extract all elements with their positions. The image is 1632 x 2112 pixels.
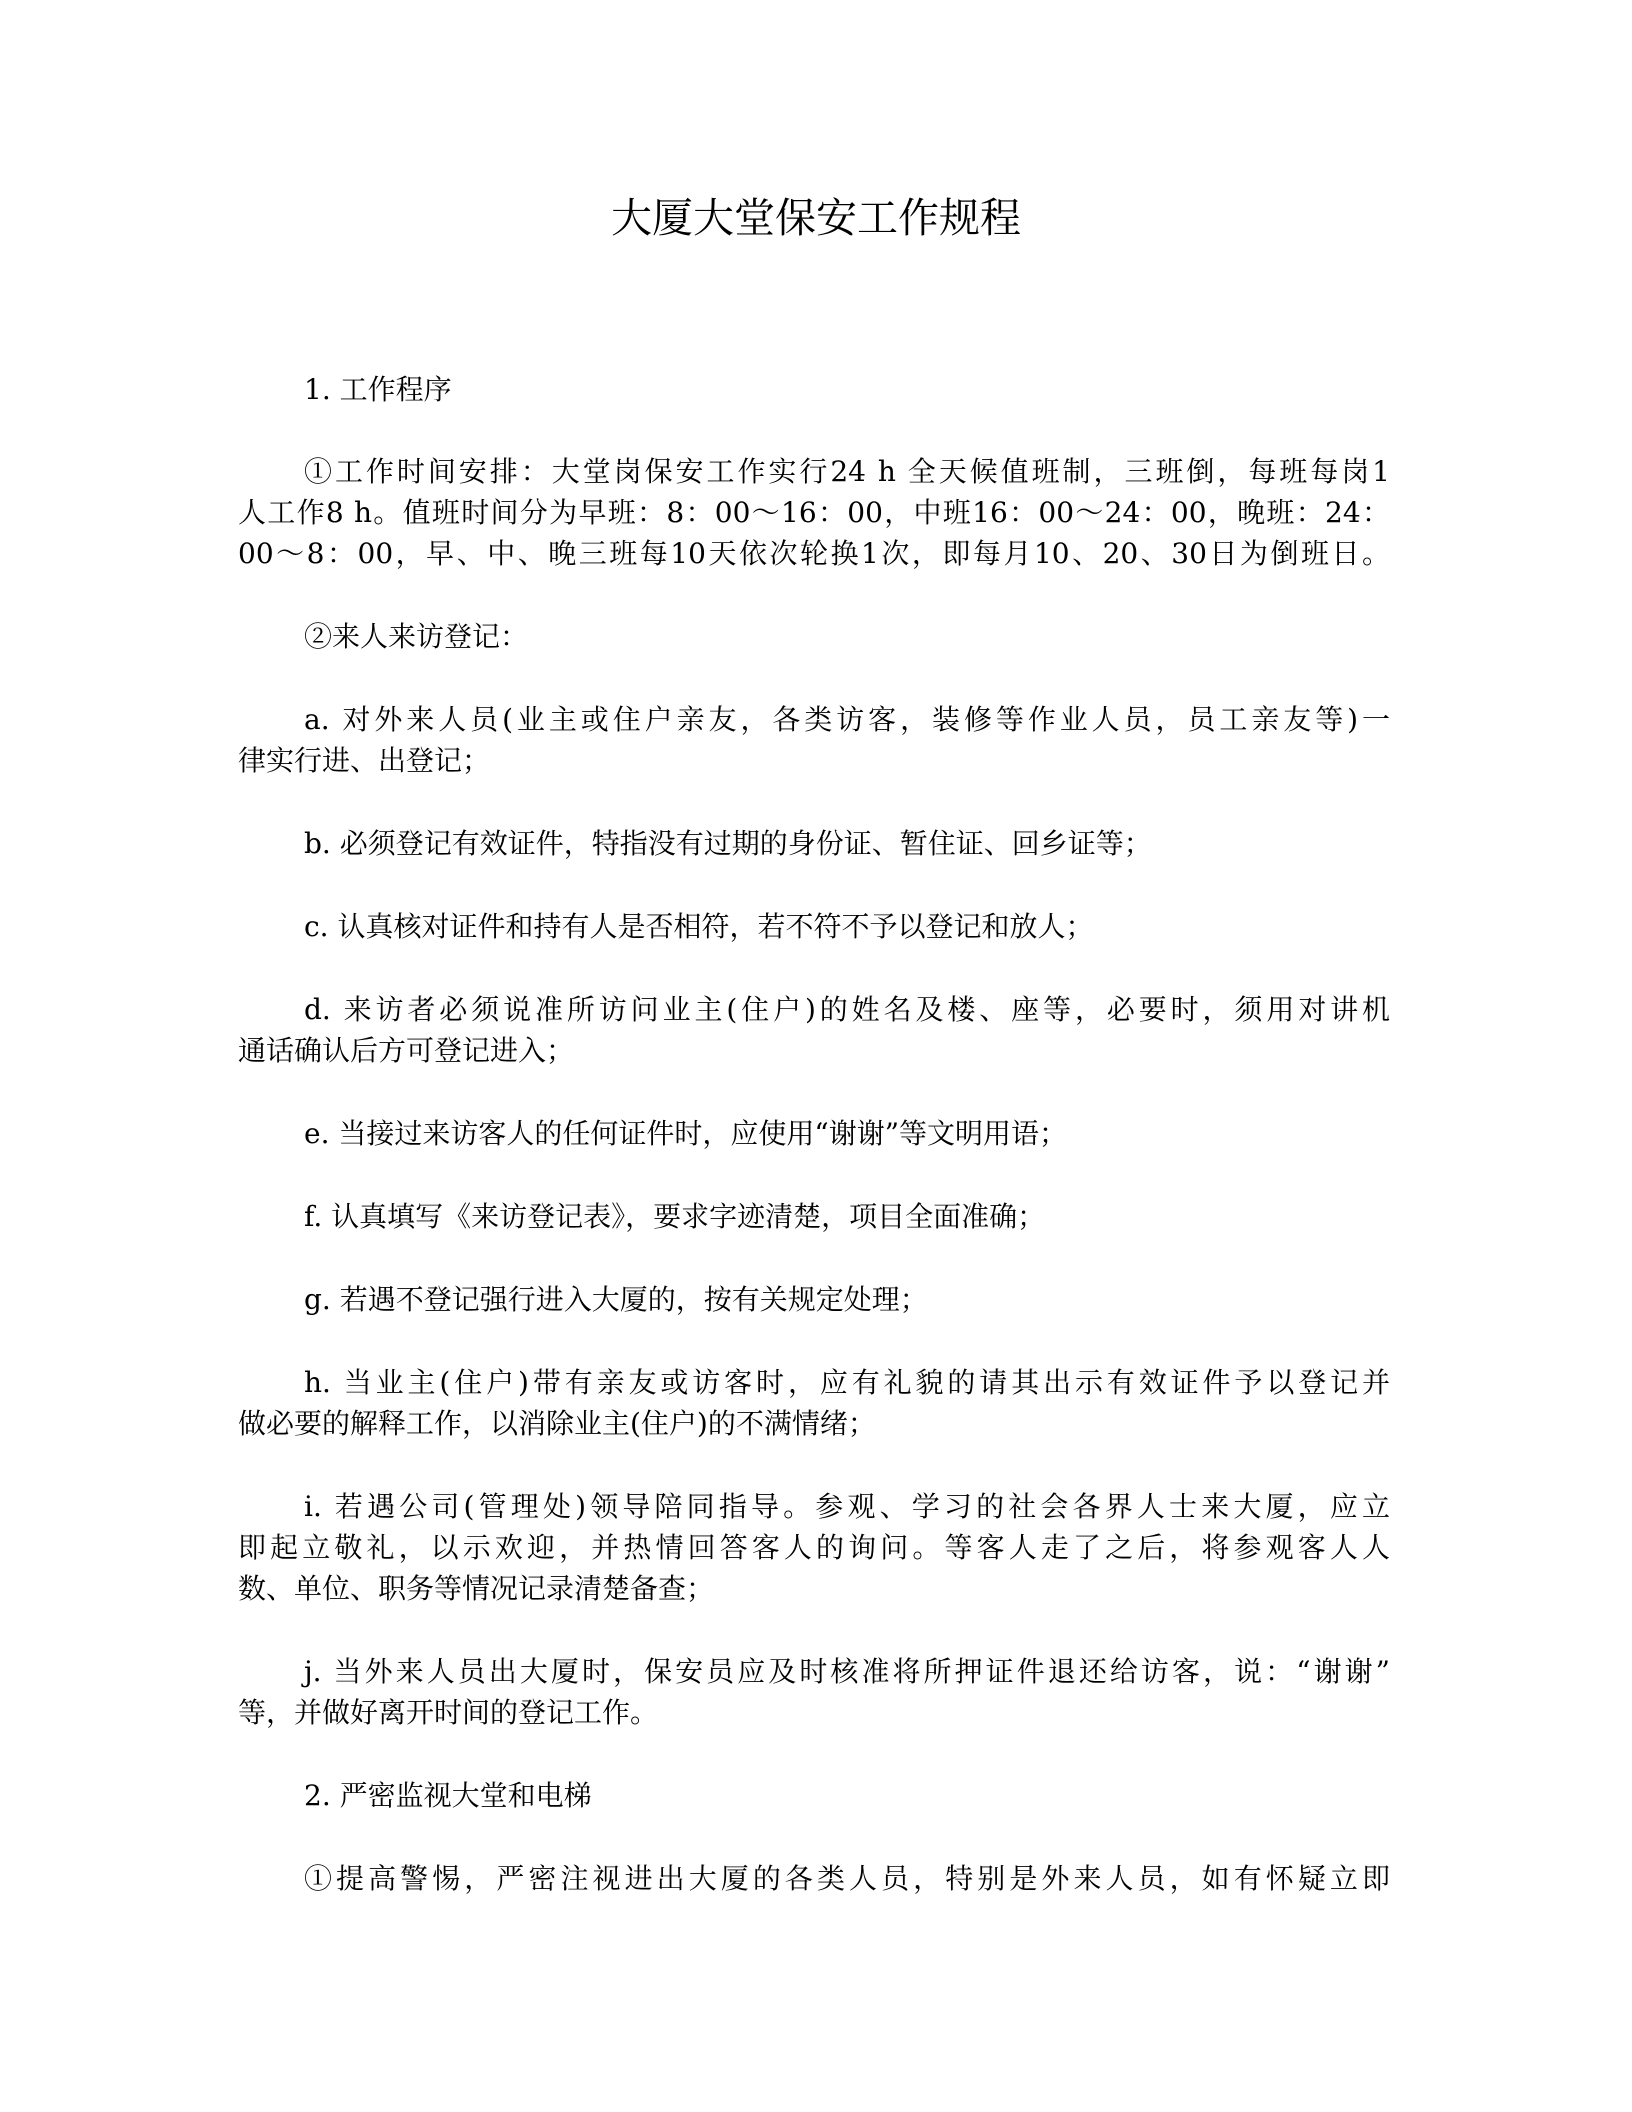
paragraph-line: d. 来访者必须说准所访问业主(住户)的姓名及楼、座等，必要时，须用对讲机 [304, 993, 1390, 1026]
paragraph-line: 通话确认后方可登记进入； [238, 1034, 575, 1067]
paragraph-line: a. 对外来人员(业主或住户亲友，各类访客，装修等作业人员，员工亲友等)一 [304, 703, 1390, 736]
section-heading: 1. 工作程序 [304, 373, 452, 406]
paragraph-line: 数、单位、职务等情况记录清楚备查； [238, 1572, 715, 1605]
paragraph-line: ①提高警惕，严密注视进出大厦的各类人员，特别是外来人员，如有怀疑立即 [304, 1862, 1390, 1895]
paragraph-line: 等，并做好离开时间的登记工作。 [238, 1696, 659, 1729]
paragraph-line: 00～8：00，早、中、晚三班每10天依次轮换1次，即每月10、20、30日为倒班日。 [238, 537, 1390, 570]
paragraph-line: c. 认真核对证件和持有人是否相符，若不符不予以登记和放人； [304, 910, 1094, 943]
paragraph-line: i. 若遇公司(管理处)领导陪同指导。参观、学习的社会各界人士来大厦，应立 [304, 1490, 1390, 1523]
paragraph-line: ②来人来访登记： [304, 620, 529, 653]
paragraph-line: 做必要的解释工作，以消除业主(住户)的不满情绪； [238, 1407, 876, 1440]
paragraph-line: 律实行进、出登记； [238, 744, 491, 777]
paragraph-line: 即起立敬礼，以示欢迎，并热情回答客人的询问。等客人走了之后，将参观客人人 [238, 1531, 1390, 1564]
paragraph-line: j. 当外来人员出大厦时，保安员应及时核准将所押证件退还给访客，说：“谢谢” [304, 1655, 1390, 1688]
section-heading: 2. 严密监视大堂和电梯 [304, 1779, 592, 1812]
paragraph-line: ①工作时间安排：大堂岗保安工作实行24 h 全天候值班制，三班倒，每班每岗1 [304, 455, 1390, 488]
document-title: 大厦大堂保安工作规程 [611, 194, 1021, 242]
paragraph-line: g. 若遇不登记强行进入大厦的，按有关规定处理； [304, 1283, 928, 1316]
paragraph-line: b. 必须登记有效证件，特指没有过期的身份证、暂住证、回乡证等； [304, 827, 1152, 860]
paragraph-line: e. 当接过来访客人的任何证件时，应使用“谢谢”等文明用语； [304, 1117, 1068, 1150]
paragraph-line: 人工作8 h。值班时间分为早班：8：00～16：00，中班16：00～24：00，晚班：24： [238, 496, 1390, 529]
paragraph-line: h. 当业主(住户)带有亲友或访客时，应有礼貌的请其出示有效证件予以登记并 [304, 1366, 1390, 1399]
paragraph-line: f. 认真填写《来访登记表》，要求字迹清楚，项目全面准确； [304, 1200, 1046, 1233]
